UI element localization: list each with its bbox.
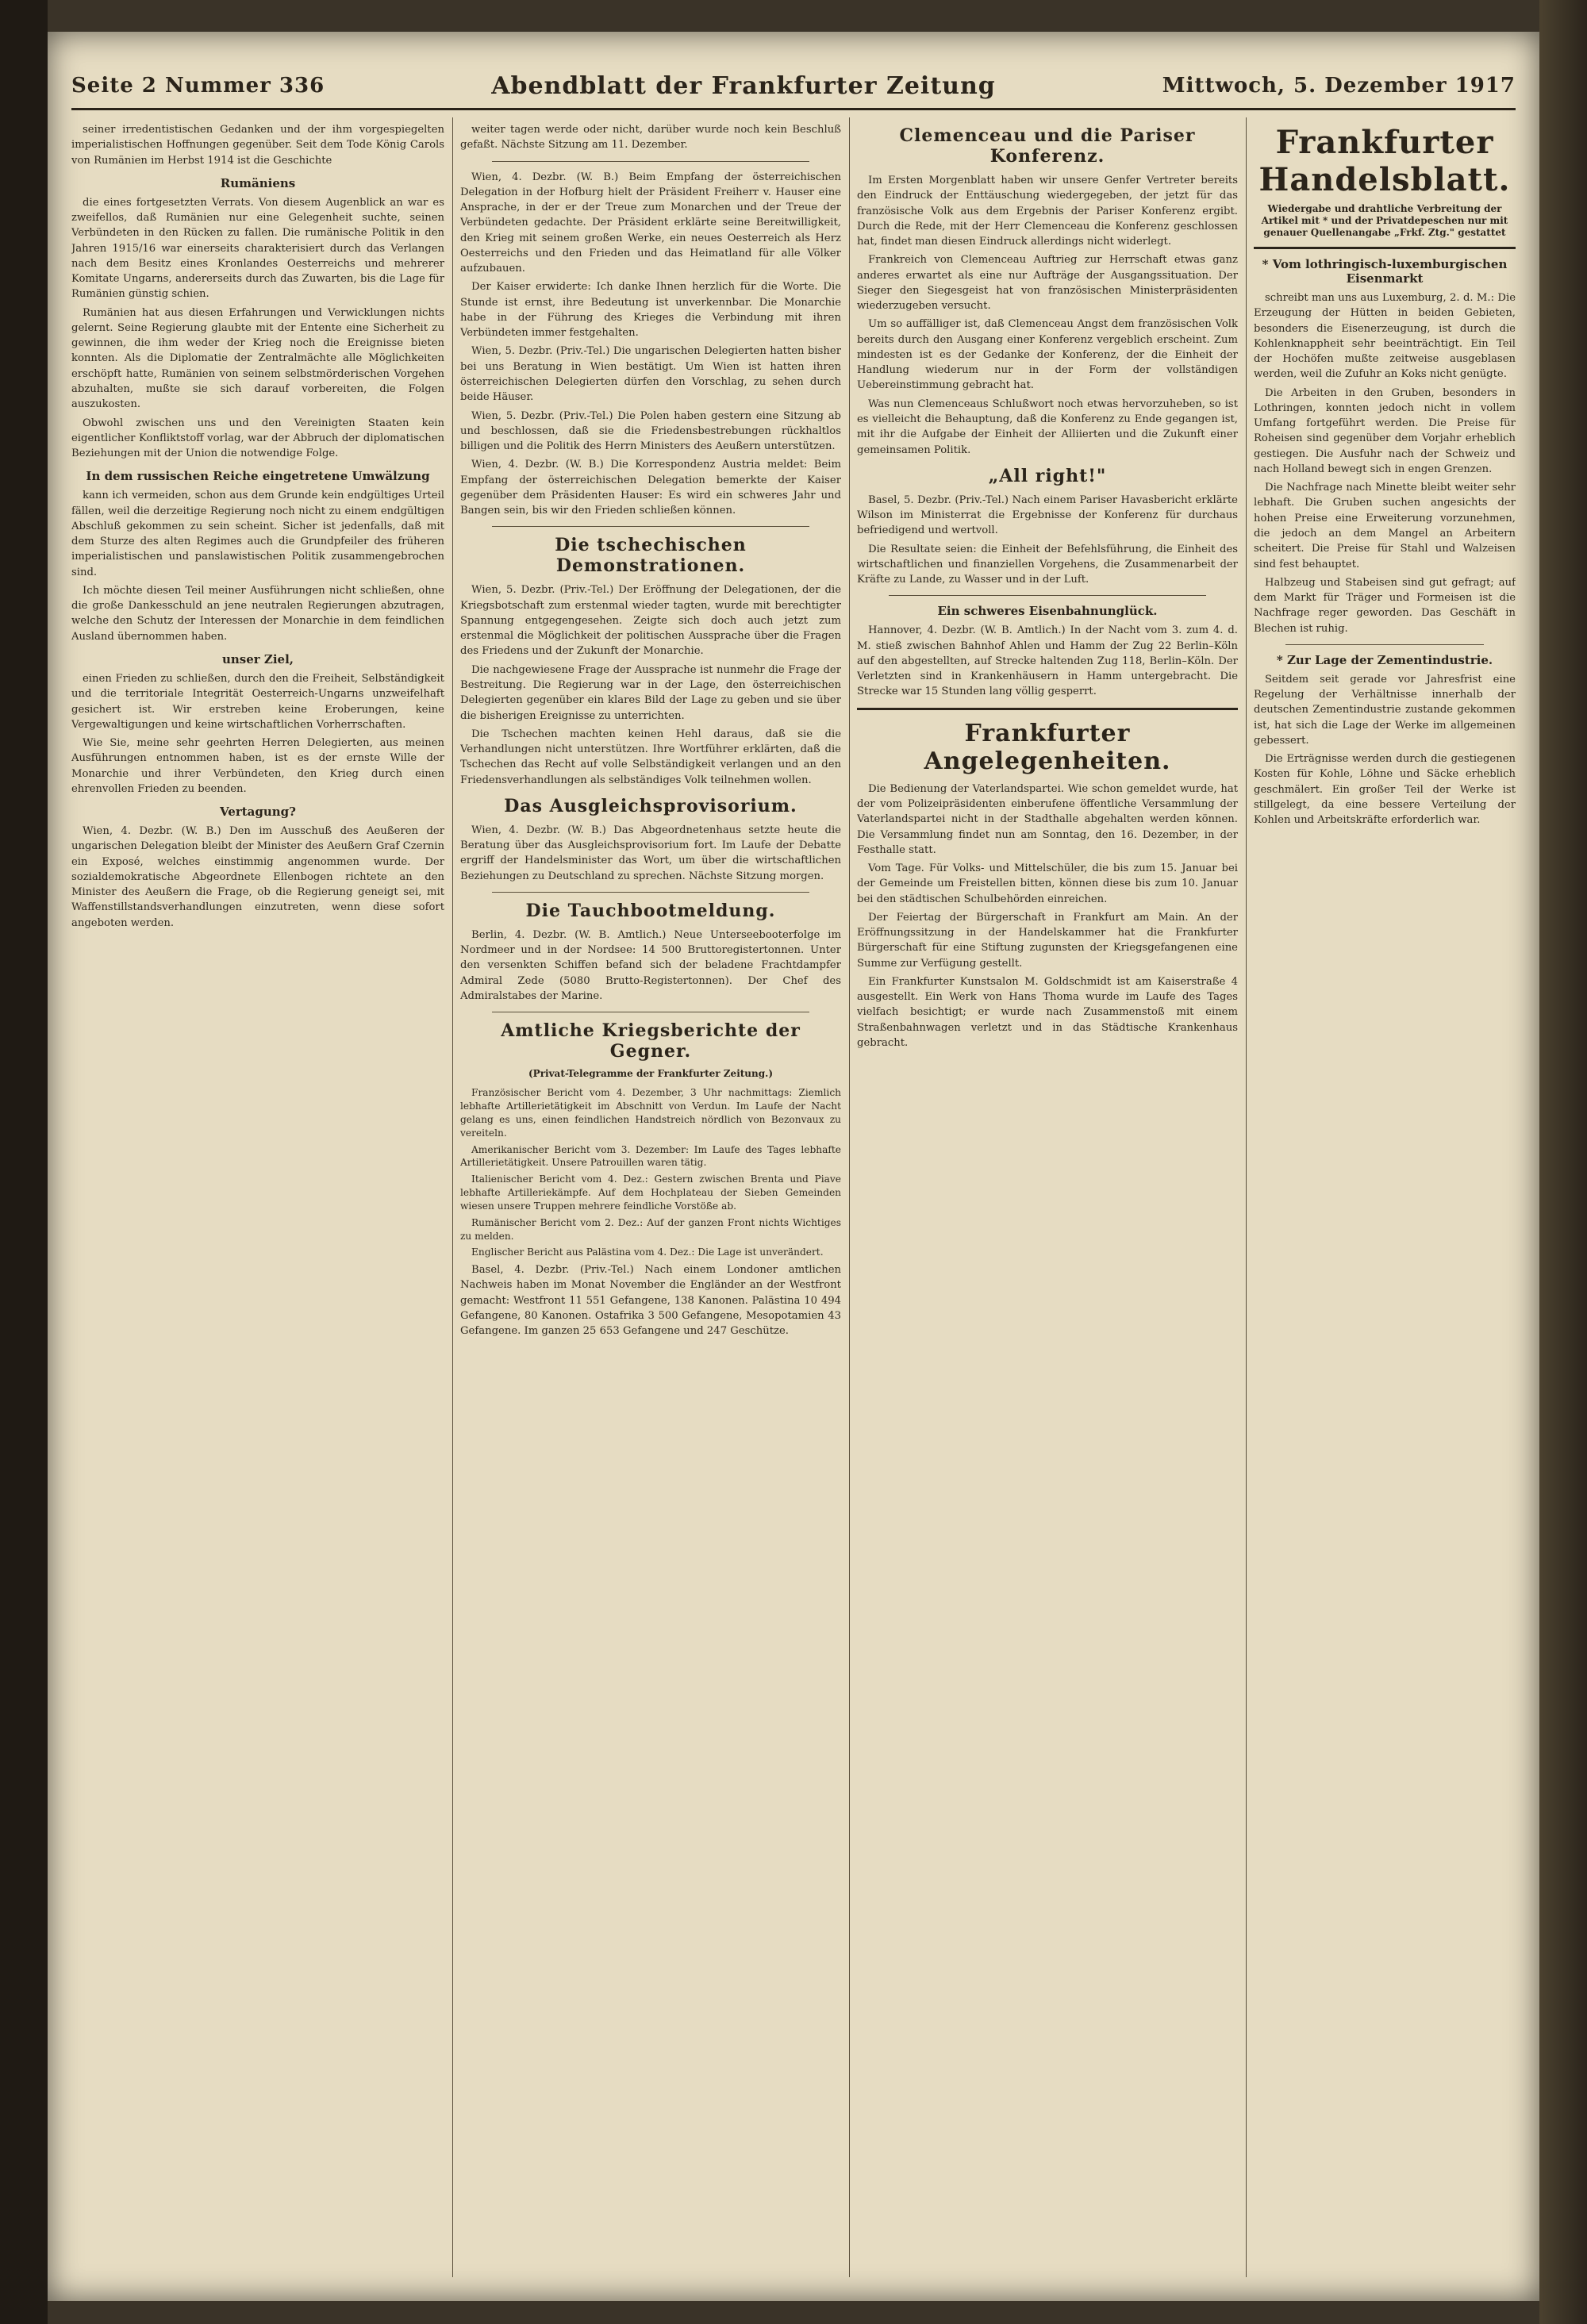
paragraph: Die Resultate seien: die Einheit der Befehlsführung, die Einheit des wirtschaftlichen und finanziellen Vorgehens, die Zusammenarbeit der Kräfte zu Lande, zu Wasser und in der Luft.	[857, 543, 1238, 586]
paragraph: Wien, 5. Dezbr. (Priv.-Tel.) Der Eröffnung der Delegationen, der die Kriegsbotschaft zum erstenmal wieder tagten, wurde mit berechtigter Spannung entgegengesehen. Zeigte sich doch auch jetzt zum erstenmal die Möglichkeit der politischen Aussprache über die Fragen des Friedens und der Zukunft der Monarchie.	[460, 584, 841, 658]
heading-vertagung: Vertagung?	[220, 805, 296, 820]
paragraph: Rumänien hat aus diesen Erfahrungen und Verwicklungen nichts gelernt. Seine Regierung glaubte mit der Entente eine Sicherheit zu gewinnen, die ihm weder der Krieg noch die Ereignisse bieten konnten. Als die Diplomatie der Zentralmächte alle Möglichkeiten erschöpft hatte, Rumänien von seinem selbstmörderischen Vorgehen abzuhalten, mußte sie sich darauf vorbereiten, die Folgen auszukosten.	[71, 306, 444, 411]
divider	[889, 595, 1206, 596]
paragraph: Rumänischer Bericht vom 2. Dez.: Auf der ganzen Front nichts Wichtiges zu melden.	[460, 1216, 841, 1242]
paragraph: Wien, 5. Dezbr. (Priv.-Tel.) Die Polen haben gestern eine Sitzung ab und beschlossen, daß sie die Friedensbestrebungen rückhaltlos billigen und die Politik des Herrn Ministers des Aeußern unterstützen.	[460, 409, 841, 453]
paragraph: Wien, 4. Dezbr. (W. B.) Die Korrespondenz Austria meldet: Beim Empfang der österreichischen Delegation bemerkte der Kaiser gegenüber dem Präsidenten Hauser: Es wird ein schweres Jahr und Bangen sein, bis wir den Frieden schließen können.	[460, 459, 841, 517]
heading-frankfurter-angelegenheiten: Frankfurter Angelegenheiten.	[924, 719, 1171, 775]
column-divider	[1246, 117, 1247, 2277]
paragraph: Ich möchte diesen Teil meiner Ausführungen nicht schließen, ohne die große Dankesschuld an jene neutralen Regierungen abzutragen, welche den Schutz der Interessen der Monarchie in dem feindlichen Ausland übernommen haben.	[71, 584, 444, 643]
paragraph: Ein Frankfurter Kunstsalon M. Goldschmidt ist am Kaiserstraße 4 ausgestellt. Ein Werk von Hans Thoma wurde im Laufe des Tages vielfach besichtigt; er wurde nach Zusammenstoß mit einem Straßenbahnwagen verletzt und in das Städtische Krankenhaus gebracht.	[857, 975, 1238, 1049]
paragraph: kann ich vermeiden, schon aus dem Grunde kein endgültiges Urteil fällen, weil die derzeitige Regierung noch nicht zu einem endgültigen Abschluß gekommen zu sein scheint. Sicher ist jedenfalls, daß mit dem Sturze des alten Regimes auch die Grundpfeiler des früheren imperialistischen und panslawistischen Politik zusammengebrochen sind.	[71, 490, 444, 578]
paragraph: Die Nachfrage nach Minette bleibt weiter sehr lebhaft. Die Gruben suchen angesichts der hohen Preise eine Erweiterung vorzunehmen, die jedoch an dem Mangel an Arbeitern scheitert. Die Preise für Stahl und Walzeisen sind fest behauptet.	[1254, 482, 1516, 570]
divider	[492, 892, 809, 893]
handelsblatt-title: Frankfurter Handelsblatt.	[1258, 124, 1511, 198]
divider	[1285, 644, 1484, 645]
paragraph: Englischer Bericht aus Palästina vom 4. Dez.: Die Lage ist unverändert.	[471, 1247, 824, 1258]
paragraph: Seitdem seit gerade vor Jahresfrist eine Regelung der Verhältnisse innerhalb der deutschen Zementindustrie zustande gekommen ist, hat sich die Lage der Werke im allgemeinen gebessert.	[1254, 673, 1516, 747]
column-4	[1254, 117, 1516, 2277]
column-divider	[849, 117, 850, 2277]
heading-demonstrationen: Die tschechischen Demonstrationen.	[555, 535, 747, 577]
paragraph: Die Tschechen machten keinen Hehl daraus, daß sie die Verhandlungen nicht unterstützen. Ihre Wortführer erklärten, daß die Tschechen das Recht auf volle Selbständigkeit verlangen und an den Friedensverhandlungen als selbständiges Volk teilnehmen wollen.	[460, 728, 841, 786]
paragraph: Die Bedienung der Vaterlandspartei. Wie schon gemeldet wurde, hat der vom Polizeipräsidenten einberufene öffentliche Versammlung der Vaterlandspartei nicht in der Stadthalle abgehalten werden können. Die Versammlung findet nun am Sonntag, den 16. Dezember, in der Festhalle statt.	[857, 782, 1238, 856]
issue-date: Mittwoch, 5. Dezember 1917	[1162, 74, 1516, 98]
paragraph: Obwohl zwischen uns und den Vereinigten Staaten kein eigentlicher Konfliktstoff vorlag, war der Abbruch der diplomatischen Beziehungen mit der Union die notwendige Folge.	[71, 417, 444, 460]
column-2	[460, 117, 841, 2277]
heading-eisenmarkt: * Vom lothringisch-luxemburgischen Eisenmarkt	[1262, 257, 1508, 286]
intro-text: seiner irredentistischen Gedanken und der ihm vorgespiegelten imperialistischen Hoffnungen gegenüber. Seit dem Tode König Carols von Rumänien im Herbst 1914 ist die Geschichte	[71, 124, 444, 167]
paragraph: Der Kaiser erwiderte: Ich danke Ihnen herzlich für die Worte. Die Stunde ist ernst, ihre Bedeutung ist unverkennbar. Die Monarchie habe in der Führung des Krieges die Verbindung mit ihren Verbündeten immer festgehalten.	[460, 281, 841, 340]
paragraph: Wien, 4. Dezbr. (W. B.) Den im Ausschuß des Aeußeren der ungarischen Delegation bleibt der Minister des Aeußern Graf Czernin ein Exposé, welches einstimmig angenommen wurde. Der sozialdemokratische Abgeordnete Ellenbogen richtete an den Minister des Aeußern die Frage, ob die Regierung geneigt sei, mit Waffenstillstandsverhandlungen einzutreten, wenn diese sofort angeboten werden.	[71, 825, 444, 929]
masthead	[71, 63, 1516, 110]
paragraph: Die Erträgnisse werden durch die gestiegenen Kosten für Kohle, Löhne und Säcke erheblich geschmälert. Ein großer Teil der Werke ist stillgelegt, da eine bessere Verteilung der Kohlen und Arbeitskräfte erforderlich war.	[1254, 753, 1516, 827]
paragraph: schreibt man uns aus Luxemburg, 2. d. M.: Die Erzeugung der Hütten in beiden Gebieten, besonders die Eisenerzeugung, ist durch die Kohlenknappheit sehr beeinträchtigt. Ein Teil der Hochöfen mußte zeitweise ausgeblasen werden, weil die Zufuhr an Koks nicht genügte.	[1254, 292, 1516, 381]
paragraph: Basel, 4. Dezbr. (Priv.-Tel.) Nach einem Londoner amtlichen Nachweis haben im Monat November die Engländer an der Westfront gemacht: Westfront 11 551 Gefangene, 138 Kanonen. Palästina 10 494 Gefangene, 80 Kanonen. Ostafrika 3 500 Gefangene, Mesopotamien 43 Gefangene. Im ganzen 25 653 Gefangene und 247 Geschütze.	[460, 1264, 841, 1338]
book-binding	[0, 0, 48, 2324]
heading-ziel: unser Ziel,	[221, 651, 294, 666]
heading-all-right: „All right!"	[988, 465, 1107, 486]
newspaper-page	[48, 32, 1539, 2301]
paragraph: Italienischer Bericht vom 4. Dez.: Gestern zwischen Brenta und Piave lebhafte Artilleriekämpfe. Auf dem Hochplateau der Sieben Gemeinden wiesen unsere Truppen mehrere feindliche Vorstöße ab.	[460, 1174, 841, 1212]
heading-tauchboot: Die Tauchbootmeldung.	[525, 900, 776, 921]
heading-russland: In dem russischen Reiche eingetretene Umwälzung	[86, 469, 430, 484]
subheading: (Privat-Telegramme der Frankfurter Zeitung.)	[528, 1068, 773, 1080]
divider	[492, 526, 809, 527]
section-rule	[857, 708, 1238, 710]
paragraph: Im Ersten Morgenblatt haben wir unsere Genfer Vertreter bereits den Eindruck der Enttäuschung wiedergegeben, der jetzt für das französische Volk aus dem Ergebnis der Pariser Konferenz ergibt. Durch die Rede, mit der Herr Clemenceau die Konferenz geschlossen hat, findet man diesen Eindruck allerdings nicht widerlegt.	[857, 175, 1238, 248]
paragraph: Berlin, 4. Dezbr. (W. B. Amtlich.) Neue Unterseebooterfolge im Nordmeer und in der Nordsee: 14 500 Bruttoregistertonnen. Unter den versenkten Schiffen befand sich der beladene Frachtdampfer Admiral Zede (5080 Brutto-Registertonnen). Der Chef des Admiralstabes der Marine.	[460, 928, 841, 1002]
paragraph: Der Feiertag der Bürgerschaft in Frankfurt am Main. An der Eröffnungssitzung in der Handelskammer hat die Frankfurter Bürgerschaft für eine Stiftung zugunsten der Kriegsgefangenen eine Summe zur Verfügung gestellt.	[857, 911, 1238, 970]
paragraph: Die nachgewiesene Frage der Aussprache ist nunmehr die Frage der Bestreitung. Die Regierung war in der Lage, den österreichischen Delegierten gegenüber ein klares Bild der Lage zu geben und sie über die bisherigen Ereignisse zu unterrichten.	[460, 663, 841, 722]
section-rule	[1254, 247, 1516, 249]
paragraph: die eines fortgesetzten Verrats. Von diesem Augenblick an war es zweifellos, daß Rumänien nur eine Gelegenheit suchte, seinen Verbündeten in den Rücken zu fallen. Die rumänische Politik in den Jahren 1915/16 war einerseits charakterisiert durch das Verlangen nach dem Besitz eines Kronlandes Oesterreichs und mehrerer Komitate Ungarns, andererseits durch das Zuwarten, bis die Lage für Rumänien günstig schien.	[71, 196, 444, 301]
newspaper-title: Abendblatt der Frankfurter Zeitung	[491, 71, 996, 100]
paragraph: weiter tagen werde oder nicht, darüber wurde noch kein Beschluß gefaßt. Nächste Sitzung am 11. Dezember.	[460, 124, 841, 152]
paragraph: Amerikanischer Bericht vom 3. Dezember: Im Laufe des Tages lebhafte Artillerietätigkeit. Unsere Patrouillen waren tätig.	[460, 1143, 841, 1169]
divider	[492, 161, 809, 162]
column-3	[857, 117, 1238, 2277]
heading-zementindustrie: * Zur Lage der Zementindustrie.	[1276, 652, 1493, 667]
paragraph: Wien, 5. Dezbr. (Priv.-Tel.) Die ungarischen Delegierten hatten bisher bei uns Beratung in Wien bestätigt. Um Wien ist hatten ihren österreichischen Delegierten dürfen den Vorschlag, zu sehen durch beide Häuser.	[460, 345, 841, 404]
paragraph: Die Arbeiten in den Gruben, besonders in Lothringen, konnten jedoch nicht in vollem Umfang fortgeführt werden. Die Preise für Roheisen sind gegenüber dem Vorjahr erheblich gestiegen. Die Ausfuhr nach der Schweiz und nach Holland bewegt sich in engen Grenzen.	[1254, 386, 1516, 475]
page-number: Seite 2 Nummer 336	[71, 74, 325, 98]
column-divider	[452, 117, 453, 2277]
heading-clemenceau: Clemenceau und die Pariser Konferenz.	[899, 125, 1196, 167]
paragraph: Vom Tage. Für Volks- und Mittelschüler, die bis zum 15. Januar bei der Gemeinde um Freistellen bitten, können diese bis zum 10. Januar bei den städtischen Schulbehörden einreichen.	[857, 862, 1238, 905]
paragraph: Frankreich von Clemenceau Auftrieg zur Herrschaft etwas ganz anderes erwartet als eine nur Aufträge der Ausgangssituation. Der Sieger den Siegesgeist hat von französischen Ministerpräsidenten wiederzugeben versucht.	[857, 254, 1238, 313]
heading-eisenbahnunglueck: Ein schweres Eisenbahnunglück.	[937, 604, 1158, 619]
paragraph: einen Frieden zu schließen, durch den die Freiheit, Selbständigkeit und die territoriale Integrität Oesterreich-Ungarns unzweifelhaft gesichert ist. Wir erstreben keine Eroberungen, keine Vergewaltigungen und keine wirtschaftlichen Vorherrschaften.	[71, 672, 444, 731]
paragraph: Hannover, 4. Dezbr. (W. B. Amtlich.) In der Nacht vom 3. zum 4. d. M. stieß zwischen Bahnhof Ahlen und Hamm der Zug 22 Berlin–Köln auf den abgestellten, auf Strecke haltenden Zug 118, Berlin–Köln. Der Verletzten sind in Krankenhäusern in Hamm untergebracht. Die Strecke war 15 Stunden lang völlig gesperrt.	[857, 624, 1238, 698]
column-1	[71, 117, 444, 2277]
paragraph: Was nun Clemenceaus Schlußwort noch etwas hervorzuheben, so ist es vielleicht die Behauptung, daß die Konferenz zu Ende gegangen ist, mit ihr die Aufgabe der Einheit der Alliierten und die Zukunft einer gemeinsamen Politik.	[857, 398, 1238, 456]
reports-block	[460, 1086, 841, 1259]
page-edge	[1539, 0, 1587, 2324]
paragraph: Basel, 5. Dezbr. (Priv.-Tel.) Nach einem Pariser Havasbericht erklärte Wilson im Ministerrat die Ergebnisse der Konferenz für durchaus befriedigend und wertvoll.	[857, 494, 1238, 537]
paragraph: Um so auffälliger ist, daß Clemenceau Angst dem französischen Volk bereits durch den Ausgang einer Konferenz vergeblich erscheint. Zum mindesten ist es der Gedanke der Konferenz, der die Einheit der Handlung wiederum nur in der Form der vollständigen Uebereinstimmung gebracht hat.	[857, 318, 1238, 392]
paragraph: Französischer Bericht vom 4. Dezember, 3 Uhr nachmittags: Ziemlich lebhafte Artillerietätigkeit im Abschnitt von Verdun. Im Laufe der Nacht gelang es uns, einen feindlichen Handstreich nördlich von Bezonvaux zu vereiteln.	[460, 1087, 841, 1139]
heading-ausgleich: Das Ausgleichsprovisorium.	[504, 795, 797, 816]
heading-rumaenien: Rumäniens	[220, 175, 296, 190]
paragraph: Wien, 4. Dezbr. (W. B.) Beim Empfang der österreichischen Delegation in der Hofburg hielt der Präsident Freiherr v. Hauser eine Ansprache, in der er der Treue zum Monarchen und der Treue der Verbündeten gedachte. Der Präsident erklärte seine Bereitwilligkeit, den Krieg mit seinem großen Werke, ein neues Oesterreich als Herz Oesterreichs und den Frieden und das Heimatland für alle Völker aufzubauen.	[460, 171, 841, 275]
paragraph: Halbzeug und Stabeisen sind gut gefragt; auf dem Markt für Träger und Formeisen ist die Nachfrage reger geworden. Das Geschäft in Blechen ist ruhig.	[1254, 576, 1516, 635]
paragraph: Wien, 4. Dezbr. (W. B.) Das Abgeordnetenhaus setzte heute die Beratung über das Ausgleichsprovisorium fort. Im Laufe der Debatte ergriff der Handelsminister das Wort, um über die wirtschaftlichen Beziehungen zu Deutschland zu sprechen. Nächste Sitzung morgen.	[460, 824, 841, 882]
handelsblatt-subtitle: Wiedergabe und drahtliche Verbreitung der Artikel mit * und der Privatdepeschen nur mit genauer Quellenangabe „Frkf. Ztg." gestattet	[1261, 203, 1508, 238]
heading-kriegsberichte: Amtliche Kriegsberichte der Gegner.	[501, 1020, 801, 1062]
paragraph: Wie Sie, meine sehr geehrten Herren Delegierten, aus meinen Ausführungen entnommen haben, ist es der ernste Wille der Monarchie und ihrer Verbündeten, den Krieg durch einen ehrenvollen Frieden zu beenden.	[71, 737, 444, 795]
